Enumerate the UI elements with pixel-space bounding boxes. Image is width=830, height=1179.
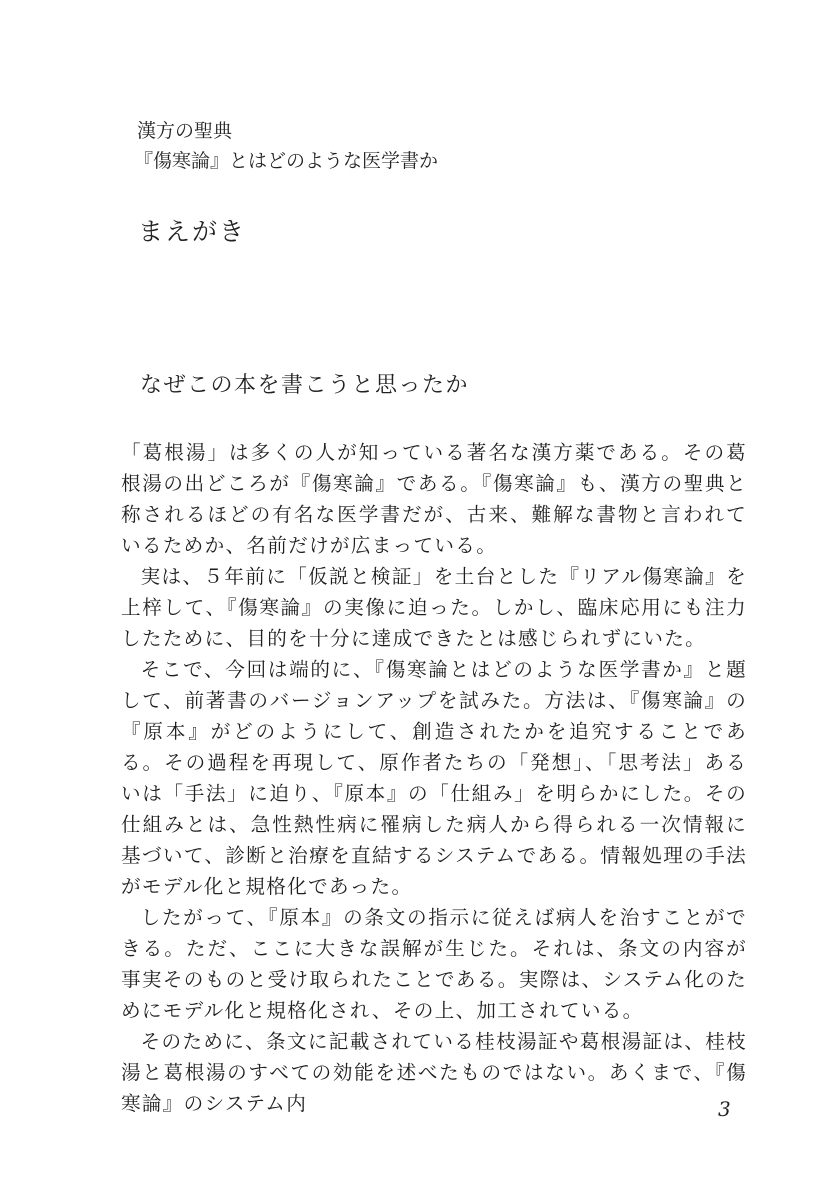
body-text (121, 437, 747, 1119)
chapter-heading: まえがき (138, 217, 247, 246)
paragraph-5: そのために、条文に記載されている桂枝湯証や葛根湯証は、桂枝湯と葛根湯のすべての効能を述べたものではない。あくまで、『傷寒論』のシステム内 (121, 1030, 747, 1115)
page-number: 3 (718, 1097, 731, 1121)
book-title-line1: 漢方の聖典 (137, 120, 233, 142)
paragraph-3: そこで、今回は端的に、『傷寒論とはどのような医学書か』と題して、前著書のバージョンアップを試みた。方法は、『傷寒論』の『原本』がどのようにして、創造されたかを追究することである。その過程を再現して、原作者たちの「発想」、「思考法」あるいは「手法」に迫り、『原本』の「仕組み」を明らかにした。その仕組みとは、急性熱性病に罹病した病人から得られる一次情報に基づいて、診断と治療を直結するシステムである。情報処理の手法がモデル化と規格化であった。 (121, 658, 747, 898)
paragraph-4: したがって、『原本』の条文の指示に従えば病人を治すことができる。ただ、ここに大きな誤解が生じた。それは、条文の内容が事実そのものと受け取られたことである。実際は、システム化のためにモデル化と規格化され、その上、加工されている。 (121, 906, 747, 1022)
paragraph-2: 実は、５年前に「仮説と検証」を土台とした『リアル傷寒論』を上梓して、『傷寒論』の実像に迫った。しかし、臨床応用にも注力したために、目的を十分に達成できたとは感じられずにいた。 (121, 565, 747, 650)
section-heading: なぜこの本を書こうと思ったか (140, 373, 470, 398)
running-book-title (134, 116, 439, 176)
book-title-line2: 『傷寒論』とはどのような医学書か (134, 150, 439, 172)
paragraph-1: 「葛根湯」は多くの人が知っている著名な漢方薬である。その葛根湯の出どころが『傷寒論』である。『傷寒論』も、漢方の聖典と称されるほどの有名な医学書だが、古来、難解な書物と言われているためか、名前だけが広まっている。 (121, 441, 747, 557)
